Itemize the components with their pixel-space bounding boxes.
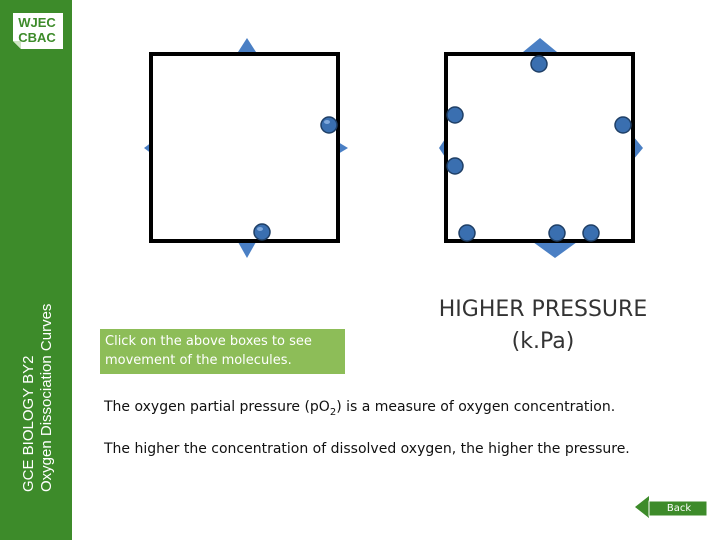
topic-title: Oxygen Dissociation Curves — [38, 303, 55, 492]
partial-pressure-text: The oxygen partial pressure $(pO_2)$ is a measure of oxygen concentration. — [104, 399, 616, 418]
molecule — [447, 107, 463, 123]
molecule — [459, 225, 475, 241]
concentration-text: The higher the concentration of dissolved oxygen, the higher the pressure. — [104, 441, 630, 457]
back-button[interactable] — [635, 496, 707, 518]
molecule — [549, 225, 565, 241]
arrow-top — [523, 38, 557, 52]
molecule — [321, 117, 337, 133]
sidebar — [0, 0, 72, 540]
wjec-cbac-logo: WJEC CBAC — [9, 9, 65, 51]
vertical-title — [20, 304, 56, 492]
molecule — [531, 56, 547, 72]
arrow-top — [238, 38, 256, 52]
back-label: Back — [666, 503, 692, 514]
molecule — [447, 158, 463, 174]
higher-pressure-label: HIGHER PRESSURE (k.Pa) — [438, 297, 648, 354]
course-title: GCE BIOLOGY BY2 — [20, 355, 37, 492]
arrow-bottom — [238, 242, 256, 258]
instruction-caption: Click on the above boxes to see movement of the molecules. — [100, 329, 345, 374]
low-pressure-box[interactable] — [140, 36, 355, 264]
molecule — [254, 224, 270, 240]
arrow-bottom — [533, 242, 577, 258]
high-pressure-box[interactable] — [435, 36, 650, 264]
molecule — [583, 225, 599, 241]
molecule — [615, 117, 631, 133]
